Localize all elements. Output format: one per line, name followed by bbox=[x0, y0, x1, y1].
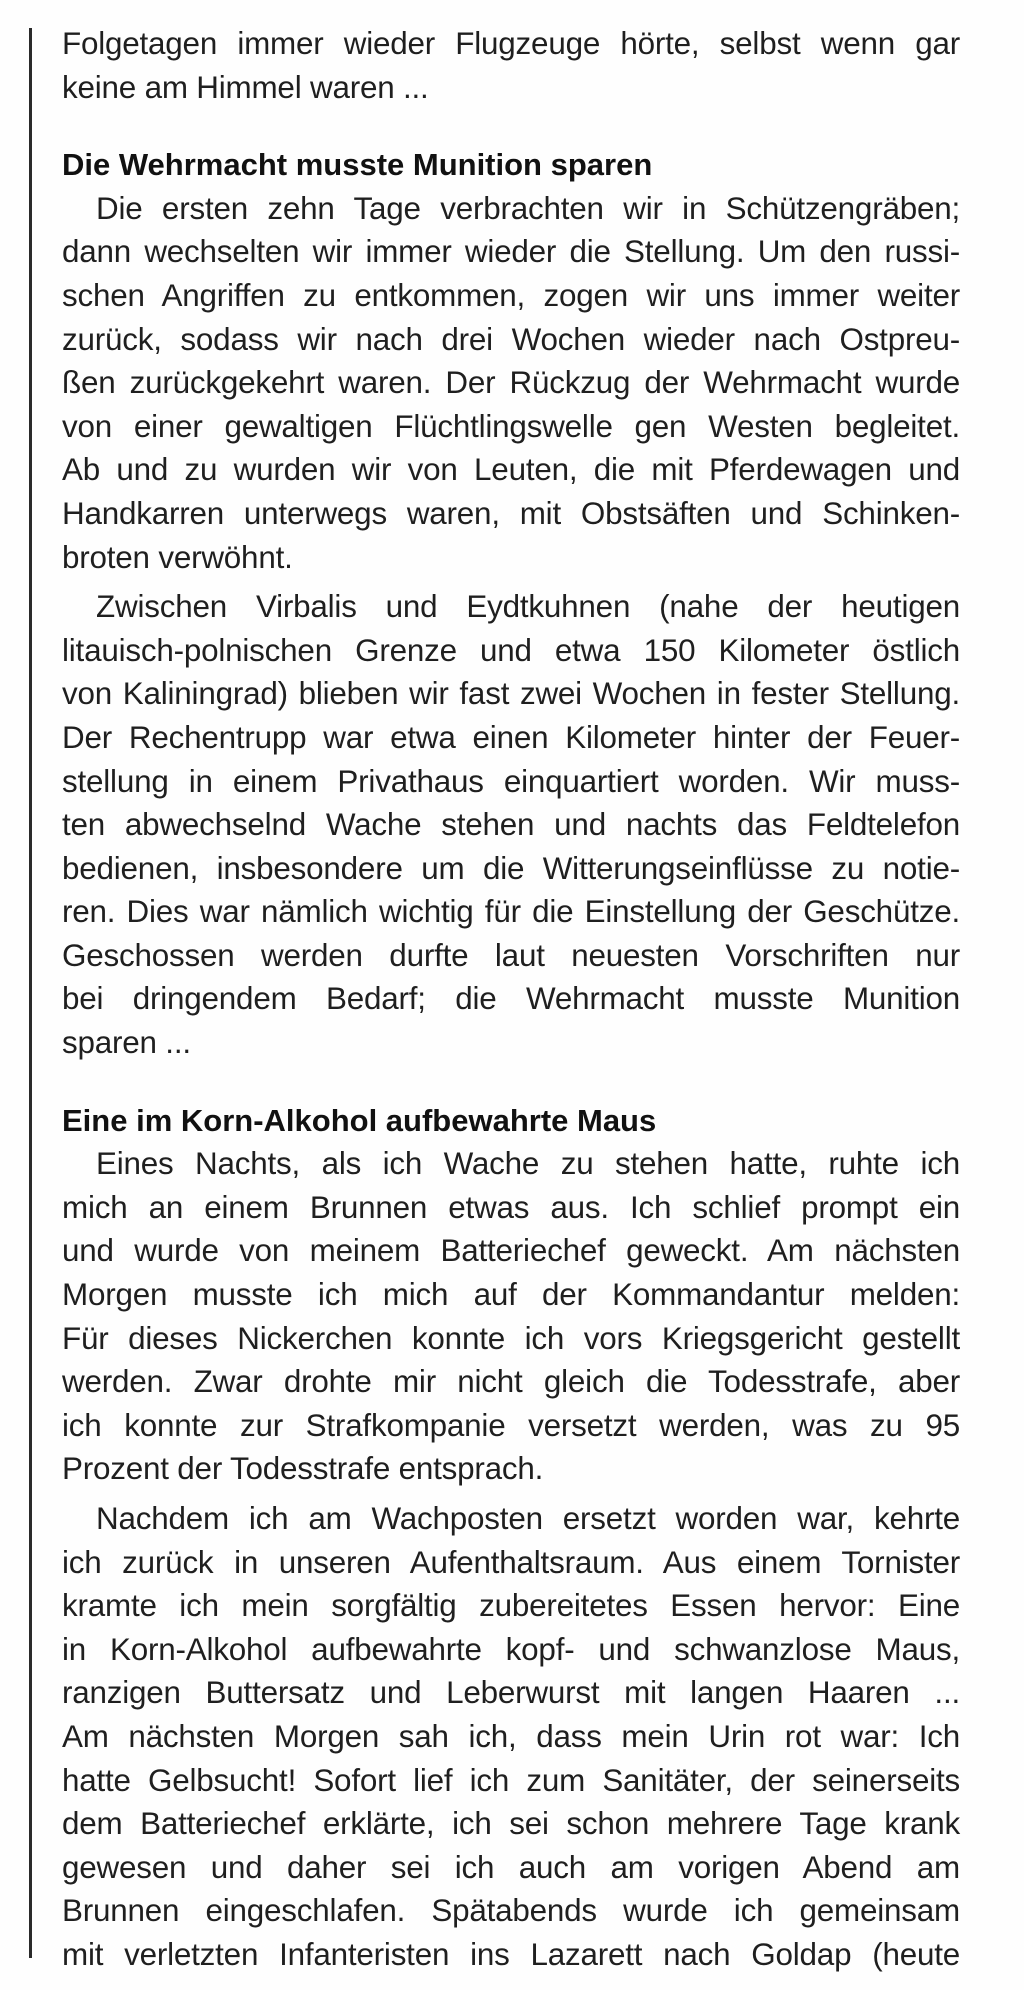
section-heading: Die Wehrmacht musste Munition sparen bbox=[62, 147, 653, 183]
paragraph bbox=[62, 1142, 960, 1491]
text-line: ren. Dies war nämlich wichtig für die Einstellung der Geschütze. bbox=[62, 894, 960, 930]
section-wehrmacht bbox=[62, 143, 960, 1064]
text-line: Eines Nachts, als ich Wache zu stehen hatte, ruhte ich bbox=[96, 1146, 960, 1182]
paragraph bbox=[62, 187, 960, 579]
text-line: dem Batteriechef erklärte, ich sei schon mehrere Tage krank bbox=[62, 1806, 960, 1842]
text-line: ich zurück in unseren Aufenthaltsraum. Aus einem Tornister bbox=[62, 1544, 960, 1580]
document-page bbox=[62, 22, 960, 1977]
text-line: broten verwöhnt. bbox=[62, 539, 293, 575]
text-line: mit verletzten Infanteristen ins Lazarett nach Goldap (heute bbox=[62, 1936, 960, 1972]
text-line: ranzigen Buttersatz und Leberwurst mit langen Haaren ... bbox=[62, 1675, 960, 1711]
text-line: keine am Himmel waren ... bbox=[62, 69, 429, 105]
text-line: Nachdem ich am Wachposten ersetzt worden war, kehrte bbox=[96, 1501, 960, 1536]
margin-rule bbox=[29, 28, 32, 1958]
text-line: Prozent der Todesstrafe entsprach. bbox=[62, 1451, 544, 1487]
text-line: Die ersten zehn Tage verbrachten wir in Schützengräben; bbox=[96, 190, 960, 226]
text-line: sparen ... bbox=[62, 1025, 191, 1061]
text-line: schen Angriffen zu entkommen, zogen wir uns immer weiter bbox=[62, 277, 960, 313]
text-line: Für dieses Nickerchen konnte ich vors Kriegsgericht gestellt bbox=[62, 1320, 960, 1356]
text-line: Ab und zu wurden wir von Leuten, die mit Pferdewagen und bbox=[62, 452, 960, 488]
text-line: zurück, sodass wir nach drei Wochen wieder nach Ostpreu- bbox=[62, 321, 960, 357]
text-line: Morgen musste ich mich auf der Kommandantur melden: bbox=[62, 1277, 960, 1313]
text-line: Am nächsten Morgen sah ich, dass mein Urin rot war: Ich bbox=[62, 1718, 960, 1754]
text-line: hatte Gelbsucht! Sofort lief ich zum Sanitäter, der seinerseits bbox=[62, 1762, 960, 1798]
section-heading: Eine im Korn-Alkohol aufbewahrte Maus bbox=[62, 1102, 657, 1138]
text-line: mich an einem Brunnen etwas aus. Ich schlief prompt ein bbox=[62, 1189, 960, 1225]
text-line: ich konnte zur Strafkompanie versetzt werden, was zu 95 bbox=[62, 1407, 960, 1443]
text-line: ßen zurückgekehrt waren. Der Rückzug der Wehrmacht wurde bbox=[62, 365, 960, 401]
text-line: dann wechselten wir immer wieder die Stellung. Um den russi- bbox=[62, 234, 960, 270]
text-line: stellung in einem Privathaus einquartiert worden. Wir muss- bbox=[62, 763, 960, 799]
text-line: kramte ich mein sorgfältig zubereitetes Essen hervor: Eine bbox=[62, 1588, 960, 1624]
intro-paragraph bbox=[62, 22, 960, 109]
text-line: gewesen und daher sei ich auch am vorigen Abend am bbox=[62, 1849, 960, 1885]
text-line: ten abwechselnd Wache stehen und nachts das Feldtelefon bbox=[62, 807, 960, 843]
section-maus bbox=[62, 1099, 960, 1977]
paragraph bbox=[62, 585, 960, 1065]
text-line: in Korn-Alkohol aufbewahrte kopf- und schwanzlose Maus, bbox=[62, 1631, 960, 1667]
text-line: litauisch-polnischen Grenze und etwa 150 Kilometer östlich bbox=[62, 632, 960, 668]
text-line: und wurde von meinem Batteriechef geweckt. Am nächsten bbox=[62, 1233, 960, 1269]
spacer bbox=[62, 109, 960, 143]
paragraph bbox=[62, 1497, 960, 1977]
text-line: Geschossen werden durfte laut neuesten Vorschriften nur bbox=[62, 937, 960, 973]
text-line: Zwischen Virbalis und Eydtkuhnen (nahe der heutigen bbox=[96, 589, 960, 625]
text-line: bedienen, insbesondere um die Witterungseinflüsse zu notie- bbox=[62, 850, 960, 886]
text-line: von Kaliningrad) blieben wir fast zwei Wochen in fester Stellung. bbox=[62, 676, 960, 712]
text-line: Brunnen eingeschlafen. Spätabends wurde ich gemeinsam bbox=[62, 1893, 960, 1929]
text-line: bei dringendem Bedarf; die Wehrmacht musste Munition bbox=[62, 981, 960, 1017]
spacer bbox=[62, 1065, 960, 1099]
text-line: von einer gewaltigen Flüchtlingswelle gen Westen begleitet. bbox=[62, 408, 960, 444]
text-line: werden. Zwar drohte mir nicht gleich die Todesstrafe, aber bbox=[62, 1364, 960, 1400]
text-line: Handkarren unterwegs waren, mit Obstsäften und Schinken- bbox=[62, 495, 960, 531]
text-line: Folgetagen immer wieder Flugzeuge hörte, selbst wenn gar bbox=[62, 26, 960, 61]
text-line: Der Rechentrupp war etwa einen Kilometer hinter der Feuer- bbox=[62, 719, 960, 755]
